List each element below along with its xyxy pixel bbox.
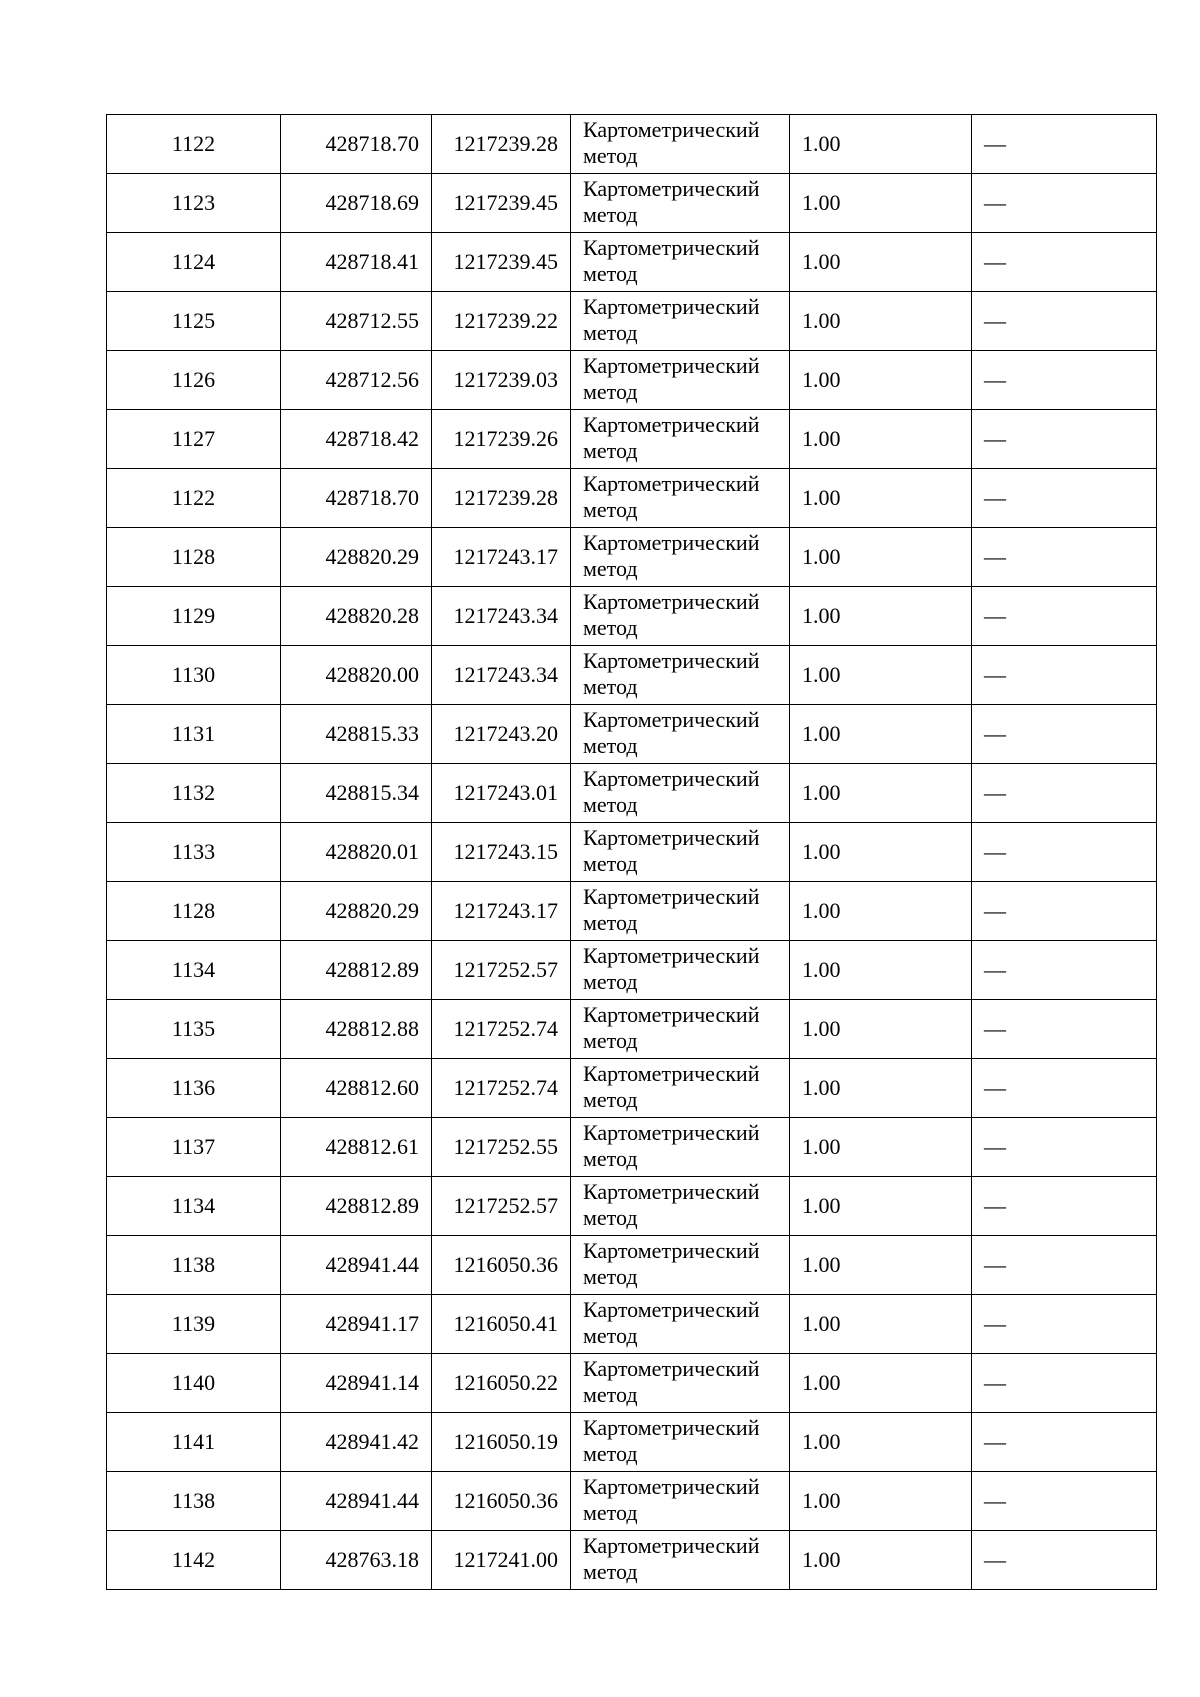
method-text-line: Картометрический	[583, 530, 760, 555]
point-number-cell: 1142	[107, 1531, 281, 1590]
table-row	[107, 174, 1157, 233]
method-cell	[571, 528, 790, 587]
y-coordinate-cell: 1217243.15	[432, 823, 571, 882]
description-cell	[972, 174, 1157, 233]
description-cell	[972, 823, 1157, 882]
description-cell	[972, 1531, 1157, 1590]
description-cell	[972, 292, 1157, 351]
x-coordinate-cell: 428718.69	[281, 174, 432, 233]
description-value: —	[984, 1252, 1006, 1277]
method-cell	[571, 1531, 790, 1590]
description-cell	[972, 1354, 1157, 1413]
x-coordinate-cell: 428815.33	[281, 705, 432, 764]
table-row	[107, 882, 1157, 941]
point-number-cell: 1137	[107, 1118, 281, 1177]
method-text-line: метод	[583, 143, 638, 168]
method-cell	[571, 174, 790, 233]
method-cell	[571, 351, 790, 410]
description-cell	[972, 1413, 1157, 1472]
point-number-cell: 1129	[107, 587, 281, 646]
method-text-line: Картометрический	[583, 1120, 760, 1145]
method-text-line: метод	[583, 969, 638, 994]
accuracy-cell: 1.00	[790, 1000, 972, 1059]
description-cell	[972, 764, 1157, 823]
point-number-cell: 1127	[107, 410, 281, 469]
method-text-line: метод	[583, 1028, 638, 1053]
description-cell	[972, 528, 1157, 587]
method-cell	[571, 882, 790, 941]
method-text-line: метод	[583, 438, 638, 463]
description-cell	[972, 1059, 1157, 1118]
description-value: —	[984, 1429, 1006, 1454]
method-text-line: метод	[583, 379, 638, 404]
method-text-line: метод	[583, 320, 638, 345]
point-number-cell: 1141	[107, 1413, 281, 1472]
method-text-line: Картометрический	[583, 1238, 760, 1263]
y-coordinate-cell: 1217239.45	[432, 174, 571, 233]
method-cell	[571, 1000, 790, 1059]
method-text-line: Картометрический	[583, 589, 760, 614]
point-number-cell: 1124	[107, 233, 281, 292]
method-text-line: Картометрический	[583, 235, 760, 260]
point-number-cell: 1134	[107, 941, 281, 1000]
method-text-line: Картометрический	[583, 648, 760, 673]
point-number-cell: 1122	[107, 115, 281, 174]
description-value: —	[984, 544, 1006, 569]
method-text-line: метод	[583, 1146, 638, 1171]
description-value: —	[984, 367, 1006, 392]
method-text-line: Картометрический	[583, 294, 760, 319]
method-text-line: Картометрический	[583, 884, 760, 909]
method-text-line: Картометрический	[583, 1061, 760, 1086]
x-coordinate-cell: 428941.44	[281, 1472, 432, 1531]
description-cell	[972, 587, 1157, 646]
table-row	[107, 115, 1157, 174]
method-cell	[571, 823, 790, 882]
method-text-line: Картометрический	[583, 1474, 760, 1499]
y-coordinate-cell: 1217243.34	[432, 587, 571, 646]
description-cell	[972, 410, 1157, 469]
point-number-cell: 1123	[107, 174, 281, 233]
description-value: —	[984, 1547, 1006, 1572]
table-row	[107, 587, 1157, 646]
table-row	[107, 292, 1157, 351]
x-coordinate-cell: 428820.01	[281, 823, 432, 882]
y-coordinate-cell: 1217252.57	[432, 941, 571, 1000]
y-coordinate-cell: 1216050.22	[432, 1354, 571, 1413]
y-coordinate-cell: 1216050.36	[432, 1236, 571, 1295]
description-value: —	[984, 1016, 1006, 1041]
method-text-line: Картометрический	[583, 766, 760, 791]
description-value: —	[984, 1311, 1006, 1336]
y-coordinate-cell: 1217243.17	[432, 882, 571, 941]
description-cell	[972, 941, 1157, 1000]
table-row	[107, 1354, 1157, 1413]
description-cell	[972, 705, 1157, 764]
description-value: —	[984, 190, 1006, 215]
description-value: —	[984, 898, 1006, 923]
description-value: —	[984, 1134, 1006, 1159]
x-coordinate-cell: 428718.42	[281, 410, 432, 469]
method-cell	[571, 587, 790, 646]
accuracy-cell: 1.00	[790, 1472, 972, 1531]
table-row	[107, 1472, 1157, 1531]
description-cell	[972, 1236, 1157, 1295]
point-number-cell: 1140	[107, 1354, 281, 1413]
table-row	[107, 1177, 1157, 1236]
table-row	[107, 1236, 1157, 1295]
method-cell	[571, 941, 790, 1000]
accuracy-cell: 1.00	[790, 646, 972, 705]
method-text-line: метод	[583, 792, 638, 817]
x-coordinate-cell: 428820.00	[281, 646, 432, 705]
description-value: —	[984, 1488, 1006, 1513]
method-cell	[571, 469, 790, 528]
table-row	[107, 1000, 1157, 1059]
x-coordinate-cell: 428820.29	[281, 528, 432, 587]
y-coordinate-cell: 1217239.28	[432, 115, 571, 174]
method-text-line: Картометрический	[583, 1002, 760, 1027]
x-coordinate-cell: 428815.34	[281, 764, 432, 823]
description-cell	[972, 469, 1157, 528]
x-coordinate-cell: 428712.55	[281, 292, 432, 351]
y-coordinate-cell: 1217239.26	[432, 410, 571, 469]
coordinates-table	[106, 114, 1157, 1590]
method-cell	[571, 1413, 790, 1472]
method-cell	[571, 1472, 790, 1531]
table-row	[107, 705, 1157, 764]
method-text-line: Картометрический	[583, 353, 760, 378]
x-coordinate-cell: 428941.14	[281, 1354, 432, 1413]
method-text-line: метод	[583, 556, 638, 581]
y-coordinate-cell: 1217241.00	[432, 1531, 571, 1590]
description-cell	[972, 646, 1157, 705]
accuracy-cell: 1.00	[790, 941, 972, 1000]
method-cell	[571, 1354, 790, 1413]
method-text-line: метод	[583, 1205, 638, 1230]
method-text-line: метод	[583, 1323, 638, 1348]
method-cell	[571, 292, 790, 351]
description-cell	[972, 351, 1157, 410]
y-coordinate-cell: 1217243.34	[432, 646, 571, 705]
method-cell	[571, 1295, 790, 1354]
x-coordinate-cell: 428812.88	[281, 1000, 432, 1059]
method-text-line: Картометрический	[583, 412, 760, 437]
table-row	[107, 528, 1157, 587]
method-text-line: метод	[583, 202, 638, 227]
method-cell	[571, 705, 790, 764]
y-coordinate-cell: 1217252.74	[432, 1000, 571, 1059]
description-cell	[972, 233, 1157, 292]
method-text-line: метод	[583, 1087, 638, 1112]
method-cell	[571, 1236, 790, 1295]
method-cell	[571, 410, 790, 469]
method-cell	[571, 1059, 790, 1118]
point-number-cell: 1125	[107, 292, 281, 351]
y-coordinate-cell: 1217252.74	[432, 1059, 571, 1118]
method-text-line: Картометрический	[583, 176, 760, 201]
accuracy-cell: 1.00	[790, 410, 972, 469]
description-value: —	[984, 426, 1006, 451]
table-row	[107, 1059, 1157, 1118]
method-text-line: метод	[583, 615, 638, 640]
description-value: —	[984, 839, 1006, 864]
y-coordinate-cell: 1217239.22	[432, 292, 571, 351]
method-text-line: метод	[583, 497, 638, 522]
x-coordinate-cell: 428718.70	[281, 469, 432, 528]
y-coordinate-cell: 1217252.57	[432, 1177, 571, 1236]
table-body	[107, 115, 1157, 1590]
y-coordinate-cell: 1217243.01	[432, 764, 571, 823]
accuracy-cell: 1.00	[790, 233, 972, 292]
point-number-cell: 1132	[107, 764, 281, 823]
accuracy-cell: 1.00	[790, 1059, 972, 1118]
accuracy-cell: 1.00	[790, 764, 972, 823]
x-coordinate-cell: 428812.89	[281, 1177, 432, 1236]
description-value: —	[984, 1075, 1006, 1100]
method-text-line: Картометрический	[583, 1415, 760, 1440]
method-text-line: метод	[583, 851, 638, 876]
table-row	[107, 469, 1157, 528]
point-number-cell: 1138	[107, 1236, 281, 1295]
description-value: —	[984, 603, 1006, 628]
description-value: —	[984, 957, 1006, 982]
accuracy-cell: 1.00	[790, 823, 972, 882]
y-coordinate-cell: 1217239.03	[432, 351, 571, 410]
description-cell	[972, 1118, 1157, 1177]
point-number-cell: 1126	[107, 351, 281, 410]
point-number-cell: 1131	[107, 705, 281, 764]
description-value: —	[984, 308, 1006, 333]
y-coordinate-cell: 1217252.55	[432, 1118, 571, 1177]
x-coordinate-cell: 428941.44	[281, 1236, 432, 1295]
description-value: —	[984, 249, 1006, 274]
description-cell	[972, 1000, 1157, 1059]
y-coordinate-cell: 1216050.41	[432, 1295, 571, 1354]
point-number-cell: 1139	[107, 1295, 281, 1354]
method-text-line: метод	[583, 733, 638, 758]
y-coordinate-cell: 1217243.20	[432, 705, 571, 764]
method-text-line: метод	[583, 1500, 638, 1525]
table-row	[107, 823, 1157, 882]
accuracy-cell: 1.00	[790, 1295, 972, 1354]
y-coordinate-cell: 1216050.36	[432, 1472, 571, 1531]
method-text-line: метод	[583, 674, 638, 699]
x-coordinate-cell: 428820.28	[281, 587, 432, 646]
method-cell	[571, 646, 790, 705]
method-text-line: метод	[583, 1382, 638, 1407]
point-number-cell: 1138	[107, 1472, 281, 1531]
accuracy-cell: 1.00	[790, 1413, 972, 1472]
method-cell	[571, 764, 790, 823]
table-row	[107, 1531, 1157, 1590]
point-number-cell: 1130	[107, 646, 281, 705]
accuracy-cell: 1.00	[790, 882, 972, 941]
method-cell	[571, 115, 790, 174]
x-coordinate-cell: 428718.41	[281, 233, 432, 292]
y-coordinate-cell: 1216050.19	[432, 1413, 571, 1472]
point-number-cell: 1128	[107, 528, 281, 587]
method-text-line: Картометрический	[583, 707, 760, 732]
x-coordinate-cell: 428763.18	[281, 1531, 432, 1590]
x-coordinate-cell: 428812.89	[281, 941, 432, 1000]
point-number-cell: 1133	[107, 823, 281, 882]
accuracy-cell: 1.00	[790, 1236, 972, 1295]
description-value: —	[984, 662, 1006, 687]
table-row	[107, 1118, 1157, 1177]
y-coordinate-cell: 1217243.17	[432, 528, 571, 587]
point-number-cell: 1122	[107, 469, 281, 528]
description-cell	[972, 1472, 1157, 1531]
table-row	[107, 1295, 1157, 1354]
method-text-line: Картометрический	[583, 471, 760, 496]
method-text-line: Картометрический	[583, 1533, 760, 1558]
method-text-line: Картометрический	[583, 943, 760, 968]
description-value: —	[984, 485, 1006, 510]
method-text-line: метод	[583, 261, 638, 286]
method-text-line: Картометрический	[583, 1356, 760, 1381]
method-text-line: метод	[583, 910, 638, 935]
method-text-line: метод	[583, 1264, 638, 1289]
description-value: —	[984, 1370, 1006, 1395]
method-cell	[571, 233, 790, 292]
description-cell	[972, 1295, 1157, 1354]
table-row	[107, 941, 1157, 1000]
description-value: —	[984, 721, 1006, 746]
table-row	[107, 351, 1157, 410]
method-text-line: Картометрический	[583, 825, 760, 850]
x-coordinate-cell: 428812.61	[281, 1118, 432, 1177]
x-coordinate-cell: 428820.29	[281, 882, 432, 941]
method-text-line: Картометрический	[583, 1297, 760, 1322]
accuracy-cell: 1.00	[790, 1177, 972, 1236]
accuracy-cell: 1.00	[790, 528, 972, 587]
method-cell	[571, 1177, 790, 1236]
point-number-cell: 1135	[107, 1000, 281, 1059]
accuracy-cell: 1.00	[790, 705, 972, 764]
method-cell	[571, 1118, 790, 1177]
x-coordinate-cell: 428712.56	[281, 351, 432, 410]
y-coordinate-cell: 1217239.28	[432, 469, 571, 528]
method-text-line: Картометрический	[583, 117, 760, 142]
y-coordinate-cell: 1217239.45	[432, 233, 571, 292]
table-row	[107, 410, 1157, 469]
accuracy-cell: 1.00	[790, 115, 972, 174]
description-cell	[972, 882, 1157, 941]
point-number-cell: 1136	[107, 1059, 281, 1118]
accuracy-cell: 1.00	[790, 292, 972, 351]
point-number-cell: 1134	[107, 1177, 281, 1236]
description-cell	[972, 1177, 1157, 1236]
method-text-line: Картометрический	[583, 1179, 760, 1204]
description-value: —	[984, 780, 1006, 805]
table-row	[107, 233, 1157, 292]
method-text-line: метод	[583, 1559, 638, 1584]
description-value: —	[984, 1193, 1006, 1218]
table-row	[107, 646, 1157, 705]
x-coordinate-cell: 428941.17	[281, 1295, 432, 1354]
accuracy-cell: 1.00	[790, 174, 972, 233]
accuracy-cell: 1.00	[790, 1531, 972, 1590]
table-row	[107, 764, 1157, 823]
accuracy-cell: 1.00	[790, 351, 972, 410]
description-value: —	[984, 131, 1006, 156]
x-coordinate-cell: 428812.60	[281, 1059, 432, 1118]
accuracy-cell: 1.00	[790, 469, 972, 528]
accuracy-cell: 1.00	[790, 1118, 972, 1177]
table-row	[107, 1413, 1157, 1472]
description-cell	[972, 115, 1157, 174]
method-text-line: метод	[583, 1441, 638, 1466]
x-coordinate-cell: 428718.70	[281, 115, 432, 174]
x-coordinate-cell: 428941.42	[281, 1413, 432, 1472]
accuracy-cell: 1.00	[790, 1354, 972, 1413]
point-number-cell: 1128	[107, 882, 281, 941]
accuracy-cell: 1.00	[790, 587, 972, 646]
